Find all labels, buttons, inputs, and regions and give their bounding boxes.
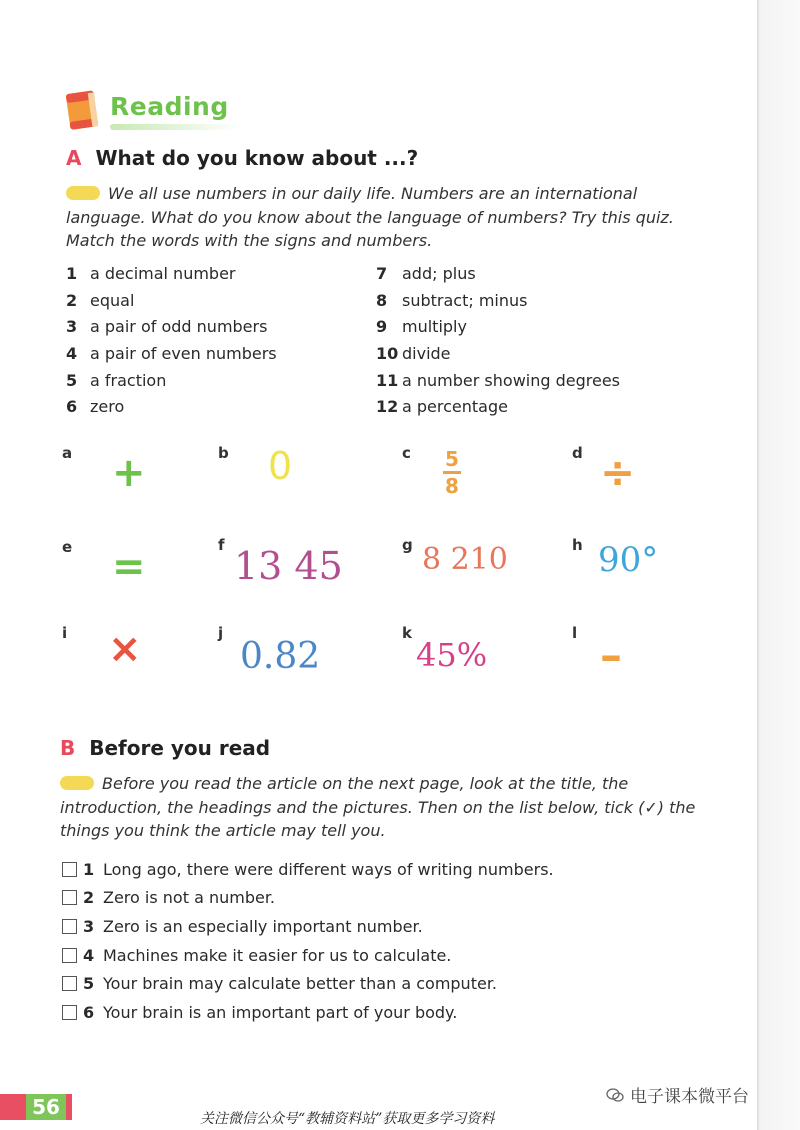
sign-g: g 8 210 xyxy=(402,536,508,577)
tick-checkbox[interactable] xyxy=(62,862,77,877)
divide-sign: ÷ xyxy=(600,448,636,497)
sign-h: h 90° xyxy=(572,536,659,580)
list-item: 11 a number showing degrees xyxy=(376,370,621,390)
list-item: 4 a pair of even numbers xyxy=(66,344,277,364)
plus-sign: + xyxy=(112,450,146,496)
decimal-sign: 0.82 xyxy=(240,636,321,677)
degrees-sign: 90° xyxy=(598,540,659,580)
list-item: 8 subtract; minus xyxy=(376,290,528,310)
section-a-letter: A xyxy=(66,146,82,170)
sign-k: k 45% xyxy=(402,624,488,674)
even-numbers-sign: 8 210 xyxy=(422,542,508,577)
wechat-icon xyxy=(606,1088,624,1102)
section-a-intro xyxy=(66,182,706,253)
list-item: 2 equal xyxy=(66,290,135,310)
section-a-heading: What do you know about ...? xyxy=(95,146,419,170)
sign-a: a + xyxy=(62,444,146,496)
list-item: 9 multiply xyxy=(376,317,467,337)
footer-note: 关注微信公众号“教辅资料站”获取更多学习资料 xyxy=(200,1111,495,1127)
list-item: 7 add; plus xyxy=(376,264,476,283)
list-item: 4 Machines make it easier for us to calculate. xyxy=(62,941,554,970)
tick-list xyxy=(62,855,554,1027)
sign-b: b 0 xyxy=(218,444,293,488)
sign-j: j 0.82 xyxy=(218,624,321,677)
percentage-sign: 45% xyxy=(416,636,488,674)
fraction-sign: 5 8 xyxy=(440,448,464,497)
equal-sign: = xyxy=(112,544,146,590)
sign-f: f 13 45 xyxy=(218,536,343,588)
list-item: 10 divide xyxy=(376,344,451,364)
page-number: 56 xyxy=(26,1094,66,1120)
instruction-marker xyxy=(60,776,94,790)
instruction-marker xyxy=(66,186,100,200)
reading-underline xyxy=(110,124,240,130)
tick-checkbox[interactable] xyxy=(62,919,77,934)
list-item: 12 a percentage xyxy=(376,397,508,417)
minus-sign: – xyxy=(600,630,622,681)
sign-c: c 5 8 xyxy=(402,444,572,524)
list-item: 3 Zero is an especially important number. xyxy=(62,912,554,941)
section-b-intro-text: Before you read the article on the next page, look at the title, the introduction, the headings and the pictures. Then on the list below, tick (✓) the things you think the article may tell you. xyxy=(60,774,696,840)
odd-numbers-sign: 13 45 xyxy=(234,544,343,588)
reading-title: Reading xyxy=(110,92,229,121)
list-item: 5 Your brain may calculate better than a computer. xyxy=(62,969,554,998)
list-item: 5 a fraction xyxy=(66,370,167,390)
page-edge xyxy=(757,0,800,1130)
list-item: 1 Long ago, there were different ways of writing numbers. xyxy=(62,855,554,884)
section-b-intro xyxy=(60,772,720,843)
multiply-sign: × xyxy=(108,626,142,672)
sign-i: i × xyxy=(62,624,142,672)
list-item: 3 a pair of odd numbers xyxy=(66,317,268,337)
zero-sign: 0 xyxy=(268,444,293,488)
sign-d: d ÷ xyxy=(572,444,636,497)
section-b-letter: B xyxy=(60,736,76,760)
tick-checkbox[interactable] xyxy=(62,1005,77,1020)
tick-checkbox[interactable] xyxy=(62,976,77,991)
book-icon xyxy=(63,88,102,132)
list-item: 2 Zero is not a number. xyxy=(62,884,554,913)
sign-e: e = xyxy=(62,538,146,590)
vocab-list-right xyxy=(376,264,620,424)
section-a-title xyxy=(66,146,418,170)
list-item: 6 zero xyxy=(66,397,125,417)
section-b-heading: Before you read xyxy=(89,736,271,760)
tick-checkbox[interactable] xyxy=(62,890,77,905)
section-b-title xyxy=(60,736,270,760)
vocab-list-left xyxy=(66,264,277,424)
watermark xyxy=(606,1082,749,1107)
list-item: 6 Your brain is an important part of your body. xyxy=(62,998,554,1027)
tick-checkbox[interactable] xyxy=(62,948,77,963)
watermark-text: 电子课本微平台 xyxy=(630,1087,749,1107)
sign-l: l – xyxy=(572,624,622,681)
section-a-intro-text: We all use numbers in our daily life. Numbers are an international language. What do you know about the language of numbers? Try this quiz. Match the words with the signs and numbers. xyxy=(66,184,674,250)
list-item: 1 a decimal number xyxy=(66,264,236,283)
